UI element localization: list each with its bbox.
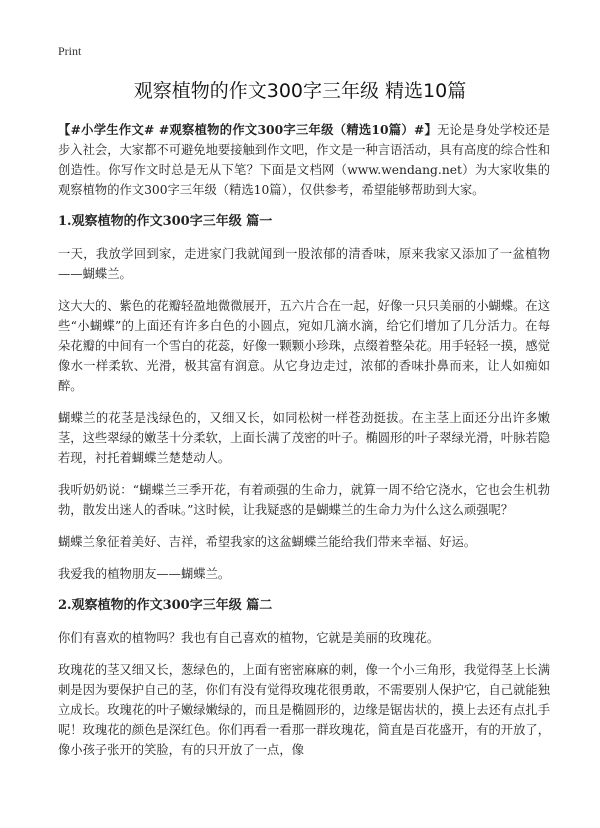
- paragraph: 蝴蝶兰象征着美好、吉祥，希望我家的这盆蝴蝶兰能给我们带来幸福、好运。: [58, 535, 477, 549]
- paragraph: 我爱我的植物朋友——蝴蝶兰。: [58, 567, 231, 581]
- section-heading: 1.观察植物的作文300字三年级 篇一: [58, 214, 273, 229]
- lead-text: 无论是身处学校还是步入社会，大家都不可避免地要接触到作文吧，作文是一种言语活动，具有高度的综合性和创造性。你写作文时总是无从下笔？下面是文档网（www.wendang.net）为大家收集的观察植物的作文300字三年级（精选10篇），仅供参考，希望能够帮助到大家。: [58, 123, 550, 197]
- paragraph: 这大大的、紫色的花瓣轻盈地微微展开，五六片合在一起，好像一只只美丽的小蝴蝶。在这些“小蝴蝶”的上面还有许多白色的小圆点，宛如几滴水滴，给它们增加了几分活力。在每朵花瓣的中间有一个雪白的花蕊，好像一颗颗小珍珠，点缀着整朵花。用手轻轻一摸，感觉像水一样柔软、光滑，极其富有润意。从它身边走过，浓郁的香味扑鼻而来，让人如痴如醉。: [58, 299, 550, 393]
- paragraph: 我听奶奶说：“蝴蝶兰三季开花，有着顽强的生命力，就算一周不给它浇水，它也会生机勃勃，散发出迷人的香味。”这时候，让我疑惑的是蝴蝶兰的生命力为什么这么顽强呢？: [58, 483, 550, 517]
- paragraph: 蝴蝶兰的花茎是浅绿色的，又细又长，如同松树一样苍劲挺拔。在主茎上面还分出许多嫩茎，这些翠绿的嫩茎十分柔软，上面长满了茂密的叶子。椭圆形的叶子翠绿光滑，叶脉若隐若现，衬托着蝴蝶兰楚楚动人。: [58, 411, 550, 465]
- section-heading: 2.观察植物的作文300字三年级 篇二: [58, 598, 273, 613]
- lead-keyword: 【#小学生作文# #观察植物的作文300字三年级（精选10篇）#】: [58, 122, 438, 137]
- paragraph: 玫瑰花的茎又细又长，葱绿色的，上面有密密麻麻的刺，像一个小三角形，我觉得茎上长满刺是因为要保护自己的茎，你们有没有觉得玫瑰花很勇敢，不需要别人保护它，自己就能独立成长。玫瑰花的叶子嫩绿嫩绿的，而且是椭圆形的，边缘是锯齿状的，摸上去还有点扎手呢！玫瑰花的颜色是深红色。你们再看一看那一群玫瑰花，简直是百花盛开，有的开放了，像小孩子张开的笑脸，有的只开放了一点，像: [58, 663, 550, 757]
- lead-paragraph: [58, 120, 550, 200]
- paragraph: 一天，我放学回到家，走进家门我就闻到一股浓郁的清香味，原来我家又添加了一盆植物——蝴蝶兰。: [58, 247, 550, 281]
- paragraph: 你们有喜欢的植物吗？我也有自己喜欢的植物，它就是美丽的玫瑰花。: [58, 631, 440, 645]
- print-label: Print: [58, 44, 82, 58]
- document-title: 观察植物的作文300字三年级 精选10篇: [133, 80, 467, 102]
- document-body: [58, 120, 550, 772]
